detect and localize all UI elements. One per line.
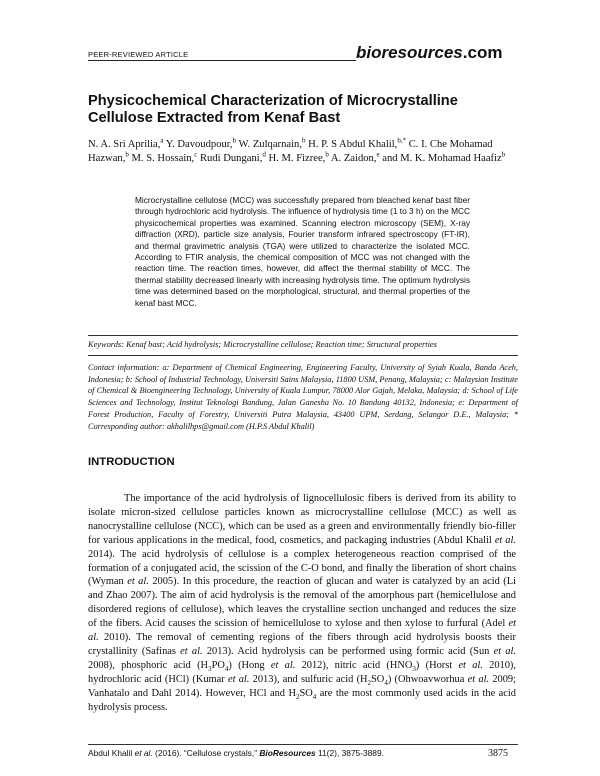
author-list [88, 138, 518, 165]
citation-etal: et al. [227, 673, 250, 685]
introduction-paragraph [88, 492, 516, 715]
chemical-subscript: 3 [412, 664, 416, 673]
keywords: Keywords: Kenaf bast; Acid hydrolysis; Microcrystalline cellulose; Reaction time; Structural properties [88, 340, 437, 349]
author-affiliation-marker: e [376, 149, 380, 158]
citation-etal: et al. [127, 576, 149, 588]
footer-author: Abdul Khalil [88, 748, 135, 758]
citation-footer [88, 748, 518, 758]
citation-etal: et al. [270, 659, 296, 671]
author-affiliation-marker: b [501, 149, 506, 158]
chemical-subscript: 4 [384, 678, 388, 687]
footer-rule [88, 744, 518, 745]
author-name: Rudi Dungani, [199, 152, 263, 164]
paragraph-text: 2012), nitric acid (HNO [295, 659, 413, 671]
author-name: A. Zaidon, [330, 152, 377, 164]
paragraph-text: PO [211, 659, 225, 671]
paragraph-text: ) (Horst [415, 659, 459, 671]
paragraph-text: 2010), hydrochloric acid (HCl) (Kumar [88, 659, 516, 685]
journal-brand-name: bioresources [356, 43, 463, 62]
paragraph-text: 2008), phosphoric acid (H [88, 659, 209, 671]
footer-citation: (2016). “Cellulose crystals,” [152, 748, 260, 758]
footer-etal: et al. [134, 748, 153, 758]
author-affiliation-marker: a [160, 136, 164, 145]
paragraph-text: SO [299, 687, 313, 699]
author-affiliation-marker: b [125, 149, 129, 158]
author-affiliation-marker: b [232, 136, 237, 145]
journal-brand[interactable] [356, 43, 502, 63]
header-rule [88, 60, 356, 61]
paragraph-text: 2009; Vanhatalo and Dahl 2014). However, HCl and H [88, 673, 516, 699]
author-affiliation-marker: c [194, 149, 198, 158]
paragraph-text: 2014). The acid hydrolysis of cellulose is a complex heterogeneous reaction comprised of the formation of a conjugated acid, the scission of the C-O bond, and finally the liberation of short chains (Wyman [88, 548, 516, 588]
section-heading-introduction: INTRODUCTION [88, 456, 175, 468]
page-number: 3875 [488, 748, 508, 759]
paragraph-text: 2013). Acid hydrolysis can be performed using formic acid (Sun [202, 645, 494, 657]
chemical-subscript: 3 [208, 664, 212, 673]
paragraph-text: 2005). In this procedure, the reaction of glucan and water is catalyzed by an acid (Li and Zhao 2007). The aim of acid hydrolysis is the removal of the amorphous part (hemicellulose and disordered regions of cellulose), which leaves the crystalline section unchanged and reduces the size of the fibers. Acid causes the scission of hemicellulose to xylose and then xylose to furfural (Adel [88, 576, 516, 630]
author-name: Y. Davoudpour, [165, 139, 233, 150]
paragraph-text: 2010). The removal of cementing regions of the fibers through acid hydrolysis boosts their crystallinity (Safinas [88, 632, 516, 657]
author-affiliation-marker: b [301, 136, 306, 145]
citation-etal: et al. [493, 645, 516, 657]
author-name: and M. K. Mohamad Haafiz [382, 152, 502, 164]
author-affiliation-marker: b [325, 149, 329, 158]
paragraph-text: ) (Hong [228, 659, 271, 671]
article-title: Physicochemical Characterization of Microcrystalline Cellulose Extracted from Kenaf Bast [88, 93, 458, 126]
citation-etal: et al. [88, 618, 516, 644]
chemical-subscript: 4 [312, 692, 317, 701]
paragraph-text: are the most commonly used acids in the acid hydrolysis process. [88, 687, 516, 713]
introduction-body [88, 492, 516, 715]
citation-etal: et al. [494, 534, 516, 546]
author-affiliation-marker: b,* [397, 136, 407, 145]
paragraph-text: ) (Ohwoavworhua [387, 673, 468, 685]
footer-journal: BioResources [259, 748, 316, 758]
abstract: Microcrystalline cellulose (MCC) was successfully prepared from bleached kenaf bast fiber through hydrochloric acid hydrolysis. The influence of hydrolysis time (1 to 3 h) on the MCC physicochemical properties was examined. Scanning electron microscopy (SEM), X-ray diffraction (XRD), particle size analysis, Fourier transform infrared spectroscopy (FT-IR), and thermal gravimetric analysis (TGA) were utilized to characterize the isolated MCC. According to FTIR analysis, the chemical composition of MCC was not changed with the reaction time. The reaction times, however, did affect the thermal stability of MCC. The thermal stability decreased linearly with increasing hydrolysis time. The optimum hydrolysis time was determined based on the morphological, structural, and thermal properties of the kenaf bast MCC. [135, 195, 470, 308]
paragraph-text: SO [371, 673, 385, 685]
chemical-subscript: 4 [224, 664, 229, 673]
journal-brand-domain: .com [462, 43, 503, 62]
citation-etal: et al. [467, 673, 490, 685]
author-name: W. Zulqarnain, [238, 139, 302, 150]
citation-etal: et al. [180, 645, 203, 657]
keywords-top-rule [88, 335, 518, 336]
footer-volume-pages: 11(2), 3875-3889. [315, 748, 384, 758]
citation-etal: et al. [458, 659, 483, 671]
author-name: M. S. Hossain, [131, 152, 195, 164]
keywords-bottom-rule [88, 355, 518, 356]
contact-information: Contact information: a: Department of Chemical Engineering, Engineering Faculty, University of Syiah Kuala, Banda Aceh, Indonesia; b: School of Industrial Technology, Universiti Sains Malaysia, 11800 USM, Penang, Malaysia; c: Malaysian Institute of Chemical & Bioengineering Technology, University of Kuala Lumpur, 78000 Alor Gajah, Melaka, Malaysia; d: School of Life Sciences and Technology, Institut Teknologi Bandung, Jalan Ganesha No. 10 Bandung 40132, Indonesia; e: Department of Forest Production, Faculty of Forestry, Universiti Putra Malaysia, 43400 UPM, Serdang, Selangor D.E., Malaysia; * Corresponding author: akhalilhps@gmail.com (H.P.S Abdul Khalil) [88, 363, 518, 431]
author-name: N. A. Sri Aprilia, [88, 139, 161, 150]
paragraph-text: The importance of the acid hydrolysis of lignocellulosic fibers is derived from its ability to isolate micron-sized cellulose particles known as microcrystalline cellulose (MCC) as well as nanocrystalline cellulose (NCC), which can be used as a green and environmentally friendly bio-filler for various applications in the medical, food, cosmetics, and packaging industries (Abdul Khalil [88, 493, 516, 546]
article-type-label: PEER-REVIEWED ARTICLE [88, 50, 189, 59]
author-name: H. P. S Abdul Khalil, [308, 139, 398, 150]
author-name: C. I. Che Mohamad Hazwan, [88, 139, 493, 164]
chemical-subscript: 2 [295, 692, 300, 701]
author-name: H. M. Fizree, [268, 152, 326, 164]
author-affiliation-marker: d [262, 149, 266, 158]
paragraph-text: 2013), and sulfuric acid (H [249, 673, 368, 685]
chemical-subscript: 2 [367, 678, 372, 687]
